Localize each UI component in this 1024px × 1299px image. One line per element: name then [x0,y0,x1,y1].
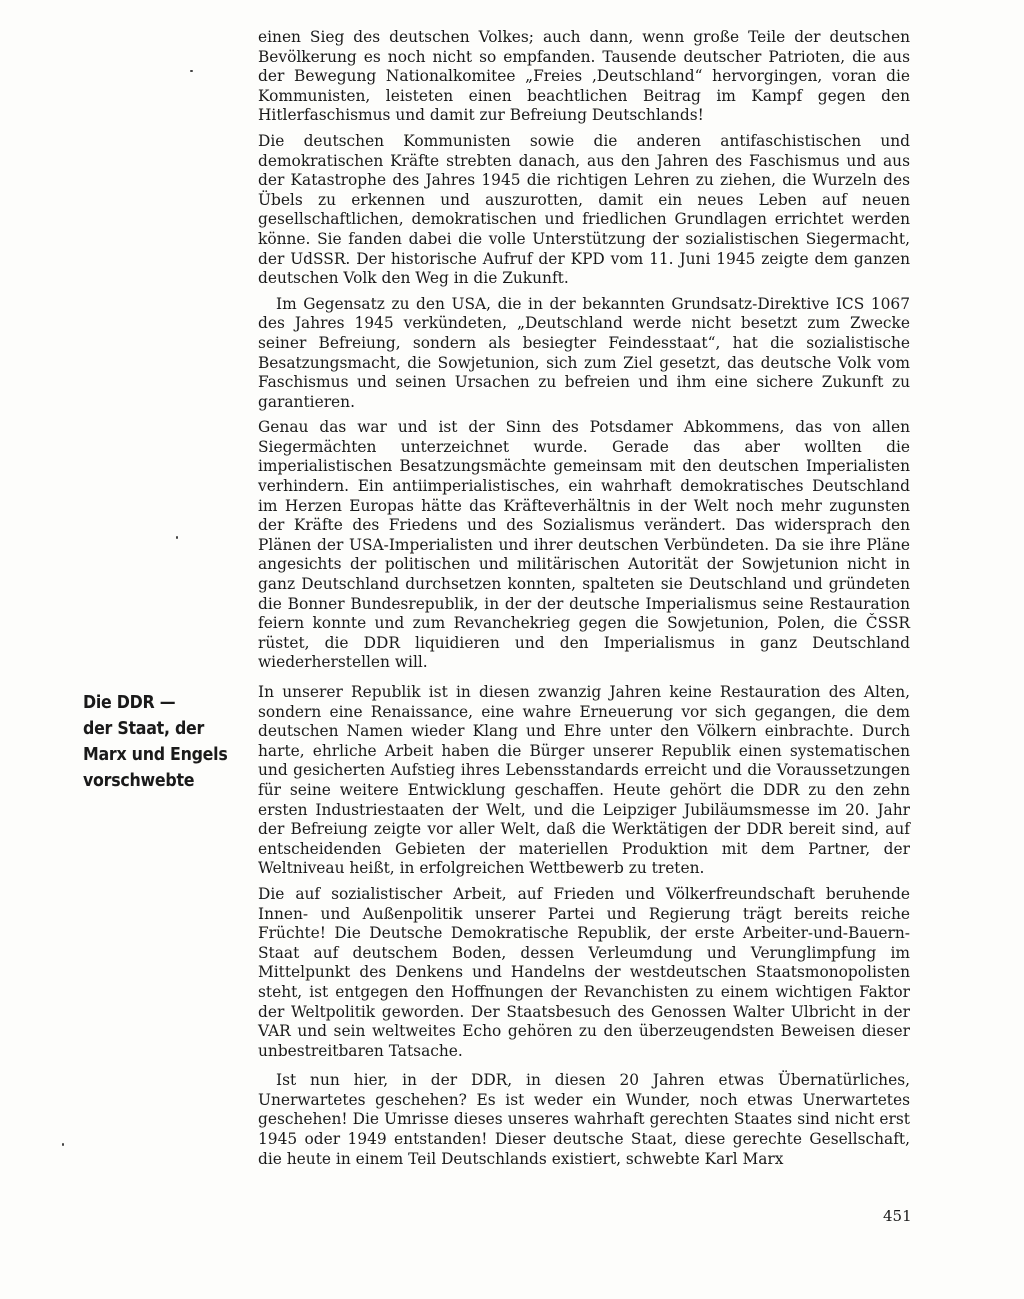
paragraph-5: In unserer Republik ist in diesen zwanzig Jahren keine Restauration des Alten, sondern eine Renaissance, eine wahre Erneuerung vor sich gegangen, die dem deutschen Namen wieder Klang und Ehre unter den Völkern einbrachte. Durch harte, ehrliche Arbeit haben die Bürger unserer Republik einen systematischen und gesicherten Aufstieg ihres Lebensstandards erreicht und die Voraussetzungen für seine weitere Entwicklung geschaffen. Heute gehört die DDR zu den zehn ersten Industriestaaten der Welt, und die Leipziger Jubiläumsmesse im 20. Jahr der Befreiung zeigte vor aller Welt, daß die Werktätigen der DDR bereit sind, auf entscheidenden Gebieten der materiellen Produktion mit dem Partner, der Weltniveau heißt, in erfolgreichen Wettbewerb zu treten. [258,683,910,878]
paragraph-7: Ist nun hier, in der DDR, in diesen 20 Jahren etwas Übernatürliches, Unerwartetes geschehen? Es ist weder ein Wunder, noch etwas Unerwartetes geschehen! Die Umrisse dieses unseres wahrhaft gerechten Staates sind nicht erst 1945 oder 1949 entstanden! Dieser deutsche Staat, diese gerechte Gesellschaft, die heute in einem Teil Deutschlands existiert, schwebte Karl Marx [258,1071,910,1168]
scan-speck [176,536,178,539]
scan-speck [190,70,193,72]
sidebar-heading [83,690,228,794]
paragraph-1: einen Sieg des deutschen Volkes; auch dann, wenn große Teile der deutschen Bevölkerung es noch nicht so empfanden. Tausende deutscher Patrioten, die aus der Bewegung Nationalkomitee „Freies ‚Deutschland“ hervorgingen, voran die Kommunisten, leisteten einen beachtlichen Beitrag im Kampf gegen den Hitlerfaschismus und damit zur Befreiung Deutschlands! [258,28,910,125]
page-number: 451 [883,1207,912,1225]
sidebar-heading-line: vorschwebte [83,770,195,791]
sidebar-heading-line: Marx und Engels [83,744,228,765]
paragraph-2: Die deutschen Kommunisten sowie die anderen antifaschistischen und demokratischen Kräfte strebten danach, aus den Jahren des Faschismus und aus der Katastrophe des Jahres 1945 die richtigen Lehren zu ziehen, die Wurzeln des Übels zu erkennen und auszurotten, damit ein neues Leben auf neuen gesellschaftlichen, demokratischen und friedlichen Grundlagen errichtet werden könne. Sie fanden dabei die volle Unterstützung der sozialistischen Siegermacht, der UdSSR. Der historische Aufruf der KPD vom 11. Juni 1945 zeigte dem ganzen deutschen Volk den Weg in die Zukunft. [258,131,910,288]
scan-speck [62,1143,64,1146]
sidebar-heading-line: der Staat, der [83,718,205,739]
paragraph-4: Genau das war und ist der Sinn des Potsdamer Abkommens, das von allen Siegermächten unterzeichnet wurde. Gerade das aber wollten die imperialistischen Besatzungsmächte gemeinsam mit den deutschen Imperialisten verhindern. Ein antiimperialistisches, ein wahrhaft demokratisches Deutschland im Herzen Europas hätte das Kräfteverhältnis in der Welt noch mehr zugunsten der Kräfte des Friedens und des Sozialismus verändert. Das widersprach den Plänen der USA-Imperialisten und ihrer deutschen Verbündeten. Da sie ihre Pläne angesichts der politischen und militärischen Autorität der Sowjetunion nicht in ganz Deutschland durchsetzen konnten, spalteten sie Deutschland und gründeten die Bonner Bundesrepublik, in der der deutsche Imperialismus seine Restauration feiern konnte und zum Revanchekrieg gegen die Sowjetunion, Polen, die ČSSR rüstet, die DDR liquidieren und den Imperialismus in ganz Deutschland wiederherstellen will. [258,418,910,672]
paragraph-6: Die auf sozialistischer Arbeit, auf Frieden und Völkerfreundschaft beruhende Innen- und Außenpolitik unserer Partei und Regierung trägt bereits reiche Früchte! Die Deutsche Demokratische Republik, der erste Arbeiter-und-Bauern-Staat auf deutschem Boden, dessen Verleumdung und Verunglimpfung im Mittelpunkt des Denkens und Handelns der westdeutschen Staatsmonopolisten steht, ist entgegen den Hoffnungen der Revanchisten zu einem wichtigen Faktor der Weltpolitik geworden. Der Staatsbesuch des Genossen Walter Ulbricht in der VAR und sein weltweites Echo gehören zu den überzeugendsten Beweisen dieser unbestreitbaren Tatsache. [258,884,910,1060]
paragraph-3: Im Gegensatz zu den USA, die in der bekannten Grundsatz-Direktive ICS 1067 des Jahres 1945 verkündeten, „Deutschland werde nicht besetzt zum Zwecke seiner Befreiung, sondern als besiegter Feindesstaat“, hat die sozialistische Besatzungsmacht, die Sowjetunion, sich zum Ziel gesetzt, das deutsche Volk vom Faschismus und seinen Ursachen zu befreien und ihm eine sichere Zukunft zu garantieren. [258,294,910,411]
sidebar-heading-line: Die DDR — [83,692,176,713]
main-text-column [258,28,910,1175]
